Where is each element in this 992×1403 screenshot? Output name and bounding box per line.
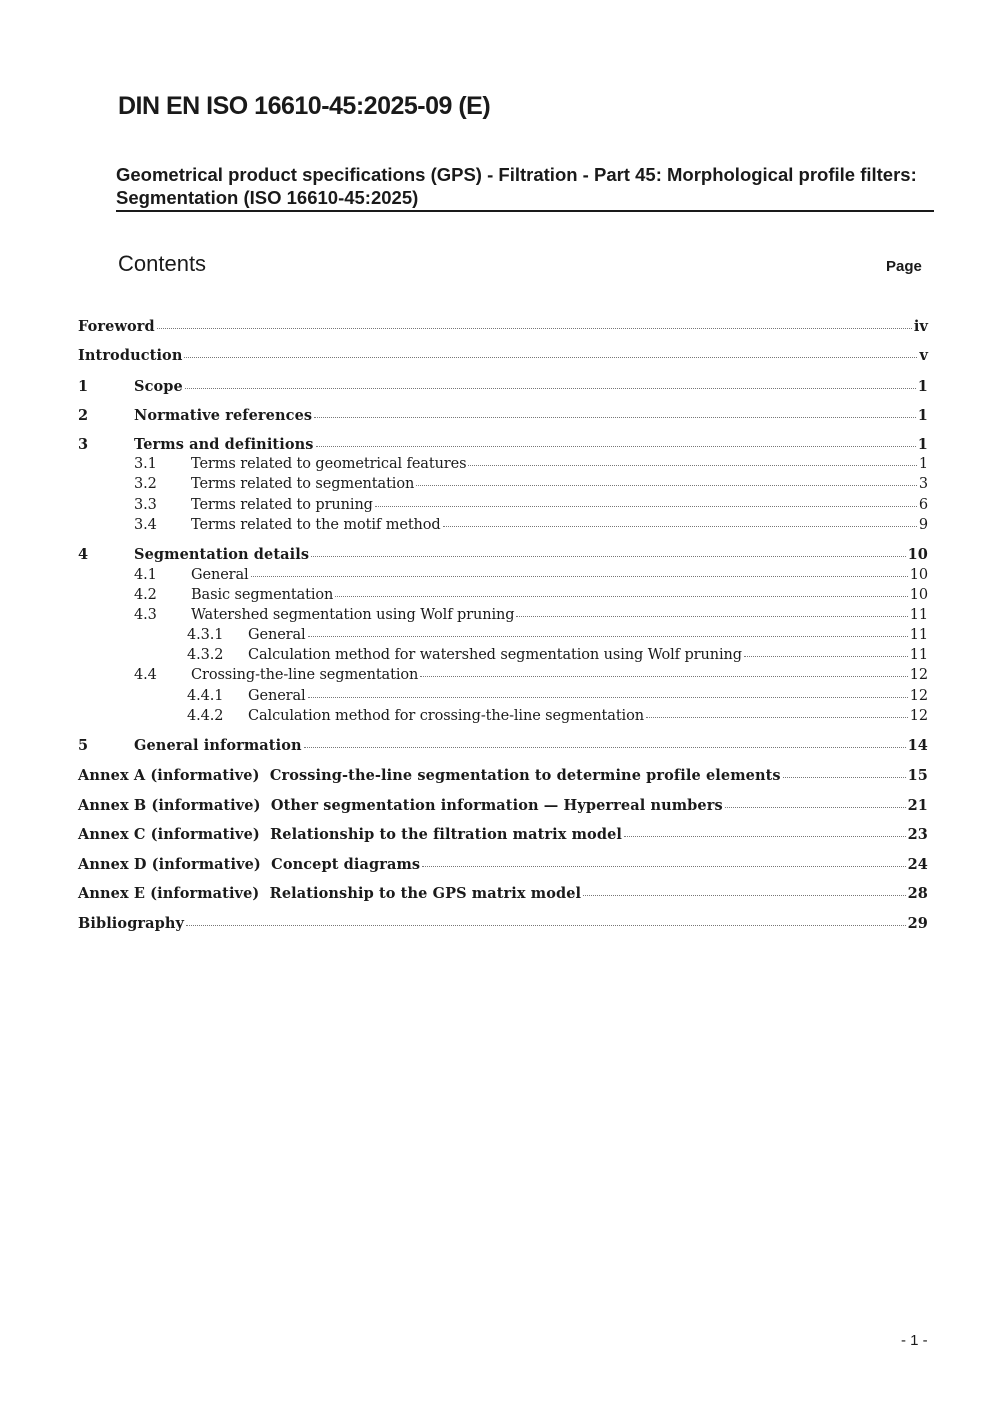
dot-leader xyxy=(316,446,916,447)
dot-leader xyxy=(308,636,908,637)
toc-entry-label: Normative references xyxy=(134,407,313,424)
toc-entry-general-information[interactable] xyxy=(78,737,928,754)
toc-entry-number: 3.2 xyxy=(134,476,157,492)
dot-leader xyxy=(744,656,908,657)
toc-entry-page: 10 xyxy=(907,546,928,563)
footer-page-number: - 1 - xyxy=(901,1332,928,1349)
toc-entry-4-4-2[interactable] xyxy=(78,708,928,724)
toc-entry-label: General xyxy=(248,627,306,643)
toc-entry-annex-d[interactable] xyxy=(78,856,928,873)
toc-entry-scope[interactable] xyxy=(78,378,928,395)
toc-entry-number: 3.4 xyxy=(134,517,157,533)
toc-entry-introduction[interactable] xyxy=(78,347,928,364)
dot-leader xyxy=(311,556,905,557)
toc-entry-3-2[interactable] xyxy=(78,476,928,492)
toc-entry-label: Terms related to pruning xyxy=(191,497,373,513)
toc-entry-number: 4 xyxy=(78,546,89,563)
dot-leader xyxy=(308,697,908,698)
toc-entry-number: 3.1 xyxy=(134,456,157,472)
toc-entry-annex-a[interactable] xyxy=(78,767,928,784)
dot-leader xyxy=(416,485,917,486)
dot-leader xyxy=(157,328,912,329)
toc-entry-page: 1 xyxy=(917,407,928,424)
toc-entry-page: 11 xyxy=(909,607,928,623)
toc-entry-page: 1 xyxy=(917,436,928,453)
toc-entry-page: 12 xyxy=(909,667,928,683)
toc-entry-label: Scope xyxy=(134,378,183,395)
toc-entry-label: Terms related to geometrical features xyxy=(191,456,467,472)
toc-entry-page: 11 xyxy=(909,647,928,663)
toc-entry-4-3[interactable] xyxy=(78,607,928,623)
toc-entry-label: Foreword xyxy=(78,318,155,335)
toc-entry-page: 23 xyxy=(907,826,928,843)
toc-entry-number: 4.4.1 xyxy=(187,688,224,704)
toc-entry-page: 1 xyxy=(917,378,928,395)
toc-entry-number: 4.4.2 xyxy=(187,708,224,724)
toc-entry-label: Bibliography xyxy=(78,915,185,932)
dot-leader xyxy=(375,506,917,507)
dot-leader xyxy=(468,465,916,466)
toc-entry-4-3-1[interactable] xyxy=(78,627,928,643)
toc-entry-page: 15 xyxy=(907,767,928,784)
toc-entry-terms-and-definitions[interactable] xyxy=(78,436,928,453)
dot-leader xyxy=(184,357,917,358)
toc-entry-number: 4.3.1 xyxy=(187,627,224,643)
toc-entry-label: Terms and definitions xyxy=(134,436,314,453)
toc-entry-4-3-2[interactable] xyxy=(78,647,928,663)
toc-entry-page: 12 xyxy=(909,708,928,724)
toc-entry-label: Watershed segmentation using Wolf pruning xyxy=(191,607,515,623)
dot-leader xyxy=(422,866,905,867)
toc-entry-3-1[interactable] xyxy=(78,456,928,472)
dot-leader xyxy=(186,925,906,926)
contents-heading: Contents xyxy=(118,251,207,276)
toc-entry-4-4[interactable] xyxy=(78,667,928,683)
toc-entry-annex-c[interactable] xyxy=(78,826,928,843)
toc-entry-page: 21 xyxy=(907,797,928,814)
toc-entry-3-4[interactable] xyxy=(78,517,928,533)
toc-entry-page: 3 xyxy=(918,476,928,492)
toc-entry-label: General xyxy=(191,567,249,583)
toc-entry-label: Calculation method for watershed segmentation using Wolf pruning xyxy=(248,647,742,663)
toc-entry-number: 3.3 xyxy=(134,497,157,513)
toc-entry-page: 28 xyxy=(907,885,928,902)
toc-entry-label: General information xyxy=(134,737,302,754)
dot-leader xyxy=(583,895,905,896)
toc-entry-label: General xyxy=(248,688,306,704)
toc-entry-page: 1 xyxy=(918,456,928,472)
toc-entry-number: 5 xyxy=(78,737,89,754)
toc-entry-page: 29 xyxy=(907,915,928,932)
toc-entry-page: v xyxy=(919,347,928,364)
toc-entry-label: Annex B (informative) Other segmentation information — Hyperreal numbers xyxy=(78,797,723,814)
dot-leader xyxy=(783,777,906,778)
dot-leader xyxy=(420,676,908,677)
dot-leader xyxy=(725,807,906,808)
toc-entry-number: 3 xyxy=(78,436,89,453)
toc-entry-segmentation-details[interactable] xyxy=(78,546,928,563)
dot-leader xyxy=(304,747,906,748)
toc-entry-page: 10 xyxy=(909,567,928,583)
toc-entry-4-2[interactable] xyxy=(78,587,928,603)
toc-entry-page: 12 xyxy=(909,688,928,704)
toc-entry-label: Basic segmentation xyxy=(191,587,334,603)
page-column-label: Page xyxy=(886,258,922,275)
toc-entry-number: 4.4 xyxy=(134,667,157,683)
toc-entry-number: 1 xyxy=(78,378,89,395)
toc-entry-number: 4.2 xyxy=(134,587,157,603)
toc-entry-page: 14 xyxy=(907,737,928,754)
toc-entry-page: 10 xyxy=(909,587,928,603)
toc-entry-4-1[interactable] xyxy=(78,567,928,583)
toc-entry-page: 24 xyxy=(907,856,928,873)
toc-entry-label: Crossing-the-line segmentation xyxy=(191,667,419,683)
dot-leader xyxy=(646,717,908,718)
toc-entry-annex-b[interactable] xyxy=(78,797,928,814)
toc-entry-annex-e[interactable] xyxy=(78,885,928,902)
toc-entry-number: 4.3.2 xyxy=(187,647,224,663)
document-subtitle: Geometrical product specifications (GPS) - Filtration - Part 45: Morphological profile filters: Segmentation (ISO 16610-45:2025) xyxy=(116,163,934,212)
dot-leader xyxy=(443,526,917,527)
toc-entry-number: 4.1 xyxy=(134,567,157,583)
toc-entry-3-3[interactable] xyxy=(78,497,928,513)
dot-leader xyxy=(624,836,906,837)
toc-entry-4-4-1[interactable] xyxy=(78,688,928,704)
toc-entry-bibliography[interactable] xyxy=(78,915,928,932)
toc-entry-label: Annex C (informative) Relationship to the filtration matrix model xyxy=(78,826,622,843)
toc-entry-normative-references[interactable] xyxy=(78,407,928,424)
toc-entry-number: 2 xyxy=(78,407,89,424)
toc-entry-page: 11 xyxy=(909,627,928,643)
document-title: DIN EN ISO 16610-45:2025-09 (E) xyxy=(118,92,491,120)
toc-entry-page: 6 xyxy=(918,497,928,513)
toc-entry-page: 9 xyxy=(918,517,928,533)
toc-entry-label: Calculation method for crossing-the-line segmentation xyxy=(248,708,644,724)
dot-leader xyxy=(251,576,908,577)
toc-entry-page: iv xyxy=(913,318,928,335)
toc-entry-label: Annex E (informative) Relationship to the GPS matrix model xyxy=(78,885,582,902)
dot-leader xyxy=(314,417,916,418)
toc-entry-label: Annex D (informative) Concept diagrams xyxy=(78,856,421,873)
dot-leader xyxy=(516,616,907,617)
toc-entry-number: 4.3 xyxy=(134,607,157,623)
toc-entry-label: Introduction xyxy=(78,347,183,364)
toc-entry-label: Annex A (informative) Crossing-the-line segmentation to determine profile elements xyxy=(78,767,781,784)
dot-leader xyxy=(185,388,916,389)
toc-entry-label: Terms related to the motif method xyxy=(191,517,441,533)
dot-leader xyxy=(335,596,907,597)
toc-entry-label: Segmentation details xyxy=(134,546,310,563)
toc-entry-foreword[interactable] xyxy=(78,318,928,335)
toc-entry-label: Terms related to segmentation xyxy=(191,476,415,492)
